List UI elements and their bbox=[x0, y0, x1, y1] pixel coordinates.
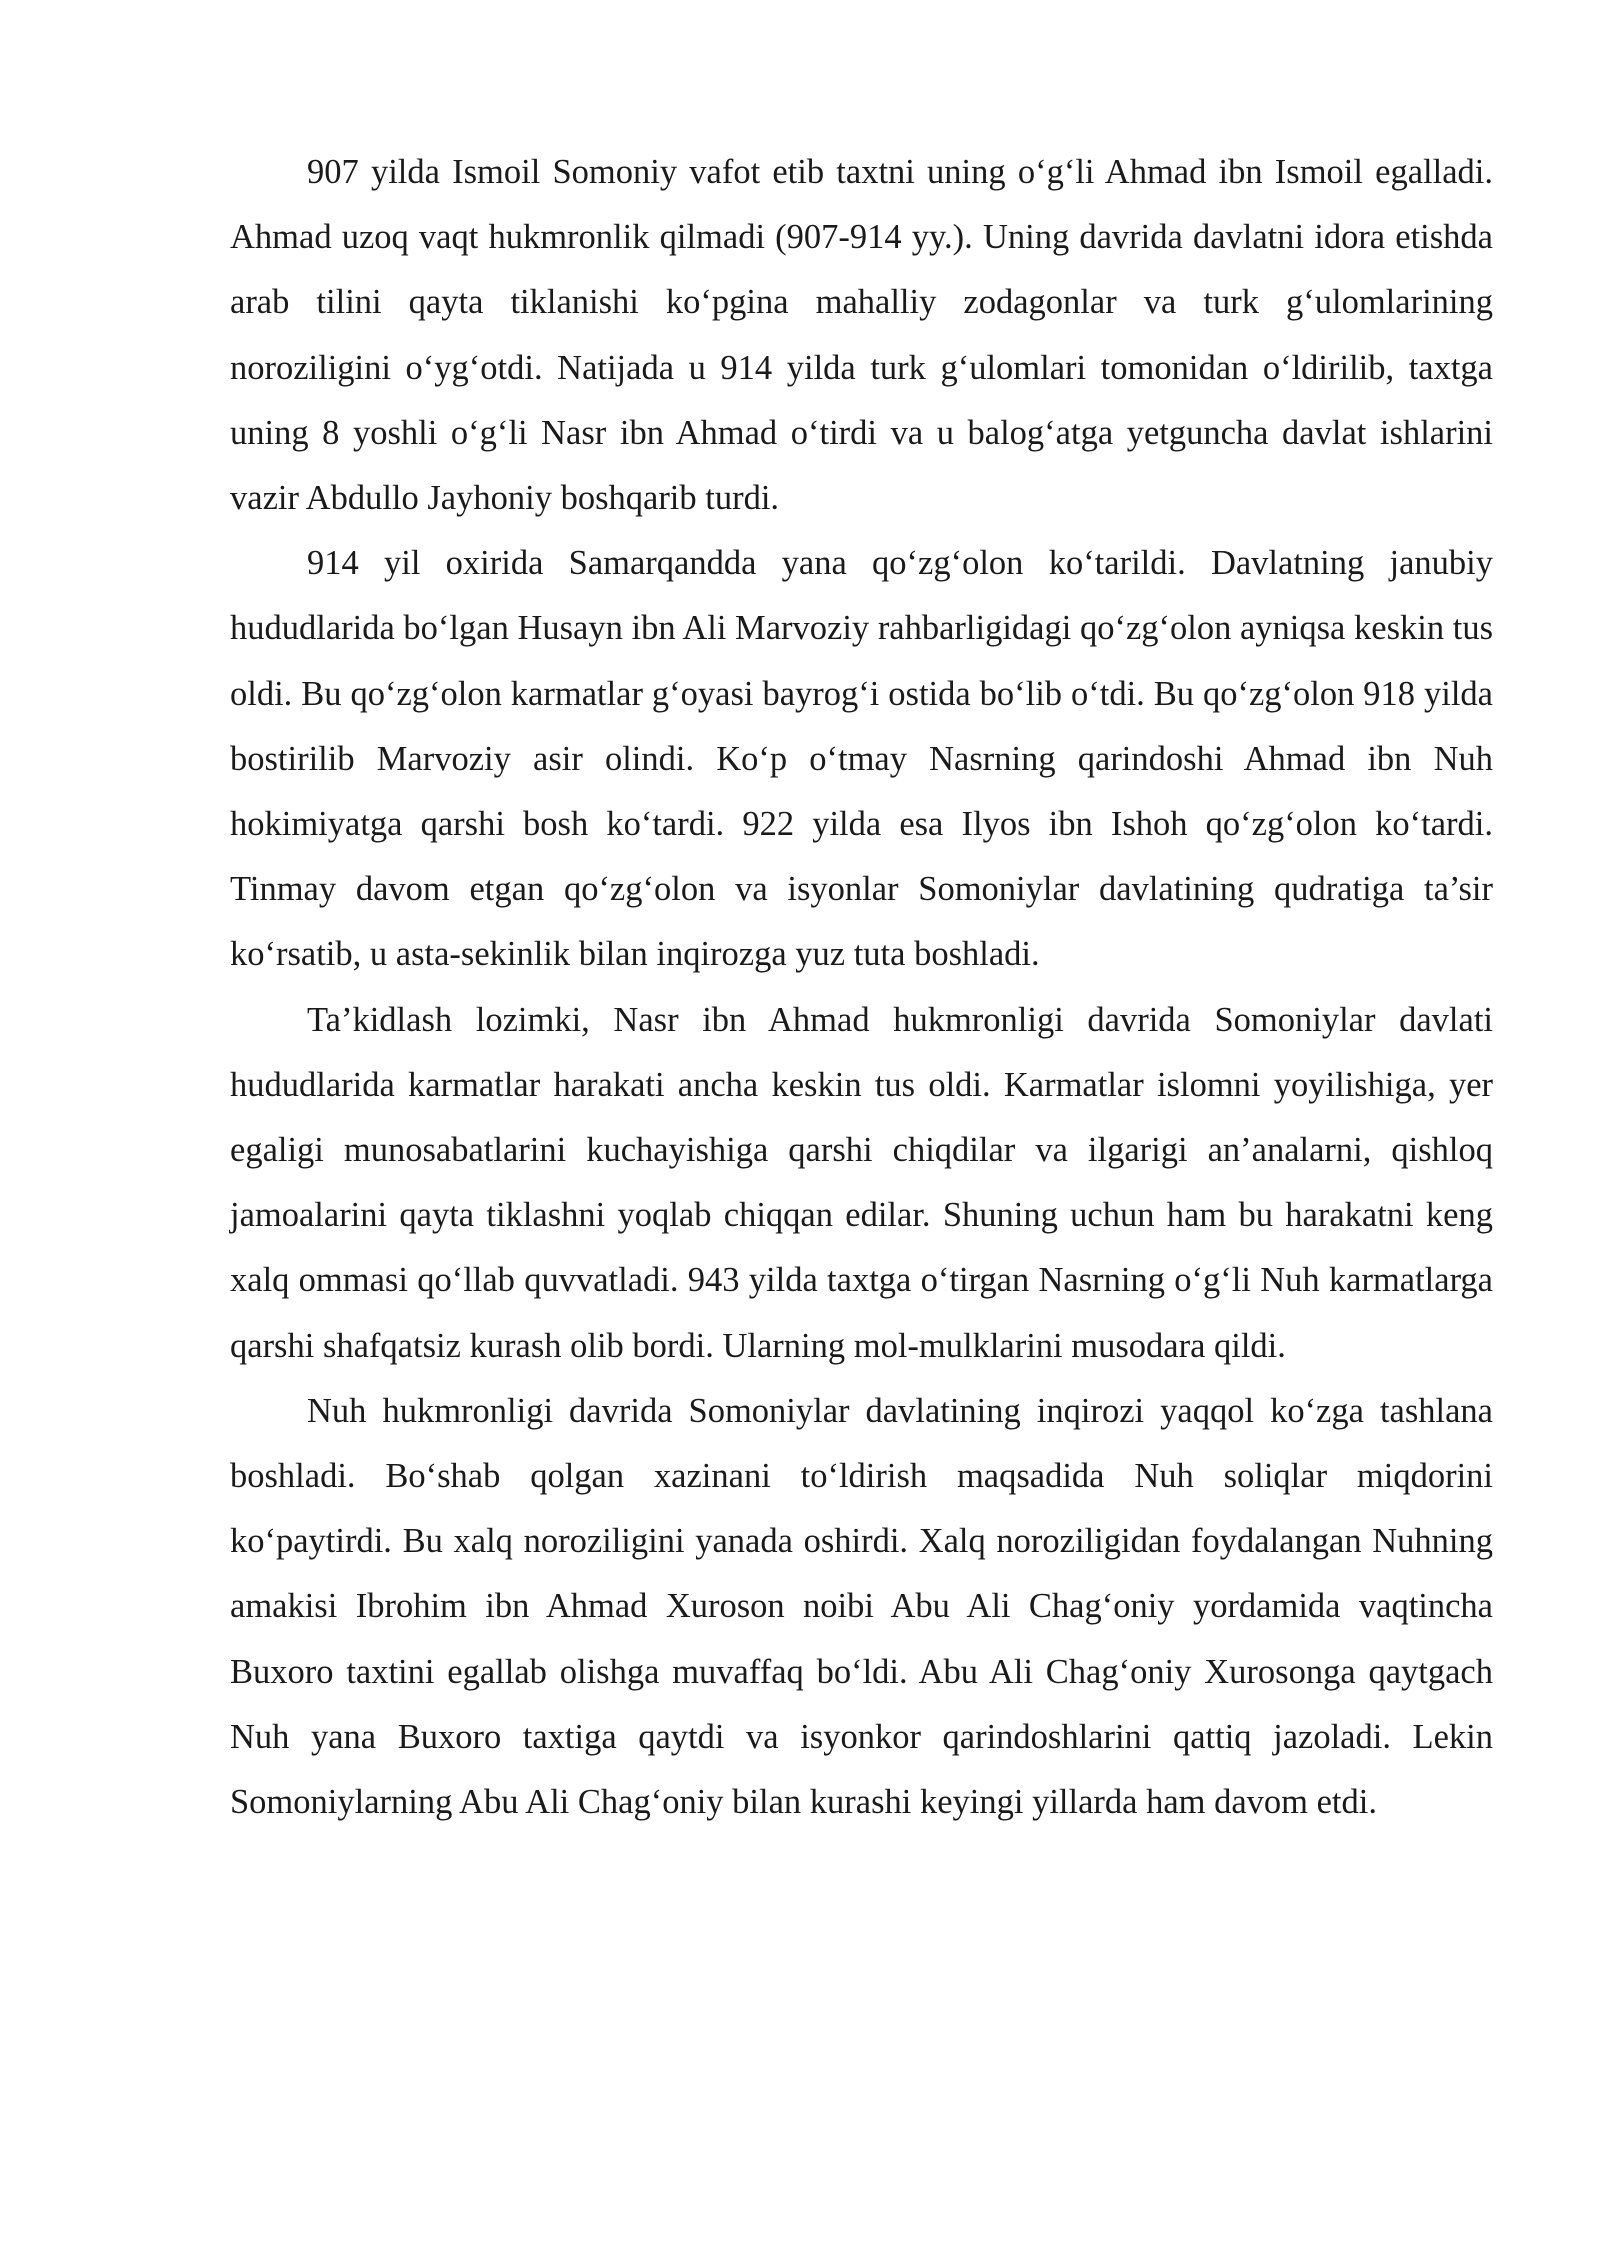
paragraph-4: Nuh hukmronligi davrida Somoniylar davlatining inqirozi yaqqol ko‘zga tashlana boshladi. Bo‘shab qolgan xazinani to‘ldirish maqsadida Nuh soliqlar miqdorini ko‘paytirdi. Bu xalq noroziligini yanada oshirdi. Xalq noroziligidan foydalangan Nuhning amakisi Ibrohim ibn Ahmad Xuroson noibi Abu Ali Chag‘oniy yordamida vaqtincha Buxoro taxtini egallab olishga muvaffaq bo‘ldi. Abu Ali Chag‘oniy Xurosonga qaytgach Nuh yana Buxoro taxtiga qaytdi va isyonkor qarindoshlarini qattiq jazoladi. Lekin Somoniylarning Abu Ali Chag‘oniy bilan kurashi keyingi yillarda ham davom etdi. bbox=[230, 1391, 1493, 1822]
paragraph-3: Ta’kidlash lozimki, Nasr ibn Ahmad hukmronligi davrida Somoniylar davlati hududlarida karmatlar harakati ancha keskin tus oldi. Karmatlar islomni yoyilishiga, yer egaligi munosabatlarini kuchayishiga qarshi chiqdilar va ilgarigi an’analarni, qishloq jamoalarini qayta tiklashni yoqlab chiqqan edilar. Shuning uchun ham bu harakatni keng xalq ommasi qo‘llab quvvatladi. 943 yilda taxtga o‘tirgan Nasrning o‘g‘li Nuh karmatlarga qarshi shafqatsiz kurash olib bordi. Ularning mol-mulklarini musodara qildi. bbox=[230, 1000, 1493, 1365]
document-page bbox=[230, 140, 1493, 1835]
paragraph-2: 914 yil oxirida Samarqandda yana qo‘zg‘olon ko‘tarildi. Davlatning janubiy hududlarida bo‘lgan Husayn ibn Ali Marvoziy rahbarligidagi qo‘zg‘olon ayniqsa keskin tus oldi. Bu qo‘zg‘olon karmatlar g‘oyasi bayrog‘i ostida bo‘lib o‘tdi. Bu qo‘zg‘olon 918 yilda bostirilib Marvoziy asir olindi. Ko‘p o‘tmay Nasrning qarindoshi Ahmad ibn Nuh hokimiyatga qarshi bosh ko‘tardi. 922 yilda esa Ilyos ibn Ishoh qo‘zg‘olon ko‘tardi. Tinmay davom etgan qo‘zg‘olon va isyonlar Somoniylar davlatining qudratiga ta’sir ko‘rsatib, u asta-sekinlik bilan inqirozga yuz tuta boshladi. bbox=[230, 544, 1493, 974]
paragraph-1: 907 yilda Ismoil Somoniy vafot etib taxtni uning o‘g‘li Ahmad ibn Ismoil egalladi. Ahmad uzoq vaqt hukmronlik qilmadi (907-914 yy.). Uning davrida davlatni idora etishda arab tilini qayta tiklanishi ko‘pgina mahalliy zodagonlar va turk g‘ulomlarining noroziligini o‘yg‘otdi. Natijada u 914 yilda turk g‘ulomlari tomonidan o‘ldirilib, taxtga uning 8 yoshli o‘g‘li Nasr ibn Ahmad o‘tirdi va u balog‘atga yetguncha davlat ishlarini vazir Abdullo Jayhoniy boshqarib turdi. bbox=[230, 153, 1493, 518]
